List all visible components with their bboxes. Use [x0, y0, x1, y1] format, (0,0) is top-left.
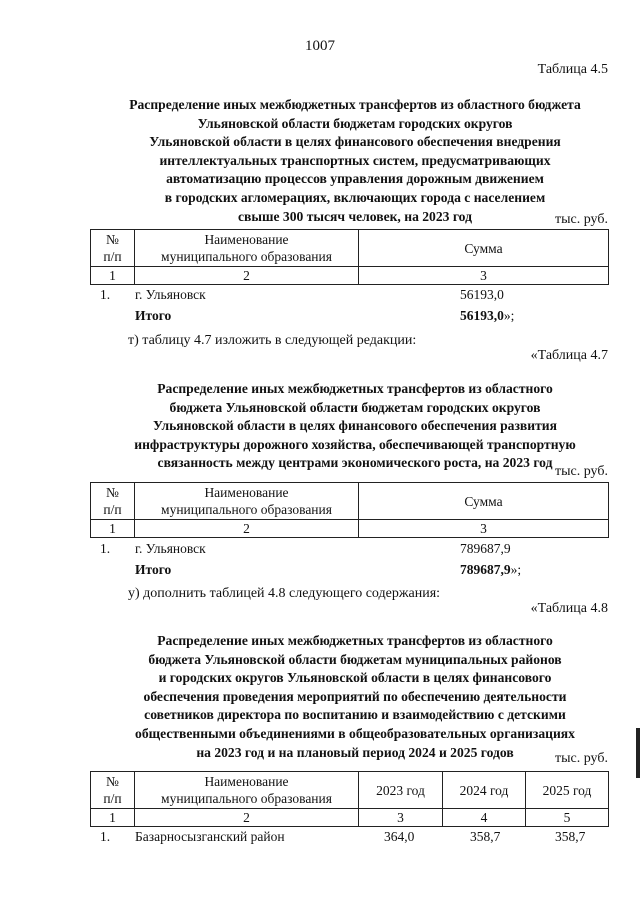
title-line: автоматизацию процессов управления дорожным движением	[166, 171, 544, 187]
header-name-line2: муниципального образования	[161, 249, 332, 264]
row-2024: 358,7	[470, 829, 501, 844]
col-number: 3	[359, 520, 609, 538]
total-sum	[460, 562, 521, 578]
title-line: на 2023 год и на плановый период 2024 и 2025 годов	[196, 744, 514, 760]
total-label: Итого	[135, 562, 172, 577]
row-2023: 364,0	[384, 829, 415, 844]
title-line: Распределение иных межбюджетных трансфертов из областного	[157, 633, 553, 648]
header-num	[91, 483, 135, 520]
title-line: связанность между центрами экономического роста, на 2023 год	[157, 455, 553, 471]
col-number: 1	[91, 809, 135, 827]
header-num	[91, 772, 135, 809]
title-line: советников директора по воспитанию и взаимодействию с детскими	[144, 707, 566, 723]
table-4-5-header	[90, 229, 609, 285]
header-name-line1: Наименование	[204, 774, 289, 789]
title-line: бюджета Ульяновской области бюджетам муниципальных районов	[148, 651, 562, 667]
unit-label: тыс. руб.	[555, 212, 608, 227]
title-line: в городских агломерациях, включающих города с населением	[164, 189, 546, 205]
header-name-line2: муниципального образования	[161, 502, 332, 517]
header-name	[135, 230, 359, 267]
header-name-line2: муниципального образования	[161, 791, 332, 806]
col-number: 5	[526, 809, 609, 827]
header-2024: 2024 год	[443, 772, 526, 809]
total-suffix: »;	[510, 562, 522, 577]
row-num: 1.	[100, 541, 111, 556]
scan-edge-mark	[636, 728, 640, 778]
title-line: Ульяновской области в целях финансового обеспечения внедрения	[149, 134, 561, 150]
row-sum: 789687,9	[460, 541, 511, 556]
table-4-8-label: «Таблица 4.8	[530, 601, 608, 616]
total-label: Итого	[135, 308, 172, 323]
title-line: Ульяновской области бюджетам городских округов	[197, 115, 513, 131]
title-line: инфраструктуры дорожного хозяйства, обеспечивающей транспортную	[134, 436, 576, 452]
table-4-7-title	[90, 380, 620, 473]
table-4-8-title	[90, 632, 620, 762]
title-line: свыше 300 тысяч человек, на 2023 год	[238, 208, 472, 224]
header-num	[91, 230, 135, 267]
title-line: и городских округов Ульяновской области в целях финансового	[158, 670, 552, 686]
header-name-line1: Наименование	[204, 232, 289, 247]
paragraph-u: у) дополнить таблицей 4.8 следующего содержания:	[128, 586, 441, 601]
col-number: 2	[135, 520, 359, 538]
row-num: 1.	[100, 287, 111, 302]
header-num-line1: №	[106, 774, 119, 789]
table-4-5-title	[90, 96, 620, 226]
header-2023: 2023 год	[359, 772, 443, 809]
header-num-line2: п/п	[103, 791, 122, 806]
row-num: 1.	[100, 829, 111, 844]
paragraph-t: т) таблицу 4.7 изложить в следующей редакции:	[128, 333, 417, 348]
col-number: 2	[135, 809, 359, 827]
table-4-8-header	[90, 771, 609, 827]
header-name	[135, 772, 359, 809]
col-number: 4	[443, 809, 526, 827]
row-name: г. Ульяновск	[135, 541, 206, 556]
page-number: 1007	[305, 38, 335, 54]
row-name: Базарносызганский район	[135, 829, 285, 844]
col-number: 1	[91, 267, 135, 285]
header-sum: Сумма	[359, 483, 609, 520]
col-number: 3	[359, 809, 443, 827]
title-line: обеспечения проведения мероприятий по обеспечению деятельности	[143, 688, 567, 704]
row-sum: 56193,0	[460, 287, 504, 302]
title-line: Ульяновской области в целях финансового обеспечения развития	[153, 418, 557, 434]
table-4-7-label: «Таблица 4.7	[530, 348, 608, 363]
row-2025: 358,7	[555, 829, 586, 844]
header-name-line1: Наименование	[204, 485, 289, 500]
table-4-7-header	[90, 482, 609, 538]
col-number: 1	[91, 520, 135, 538]
header-num-line1: №	[106, 485, 119, 500]
col-number: 3	[359, 267, 609, 285]
col-number: 2	[135, 267, 359, 285]
total-sum	[460, 308, 514, 324]
row-name: г. Ульяновск	[135, 287, 206, 302]
title-line: Распределение иных межбюджетных трансфертов из областного	[157, 381, 553, 396]
title-line: интеллектуальных транспортных систем, предусматривающих	[159, 152, 551, 168]
table-4-5-label: Таблица 4.5	[537, 62, 608, 77]
total-sum-value: 789687,9	[460, 562, 511, 577]
unit-label: тыс. руб.	[555, 464, 608, 479]
title-line: общественными объединениями в общеобразовательных организациях	[135, 725, 575, 741]
total-sum-value: 56193,0	[460, 308, 504, 323]
header-num-line2: п/п	[103, 502, 122, 517]
total-suffix: »;	[503, 308, 515, 323]
header-sum: Сумма	[359, 230, 609, 267]
header-2025: 2025 год	[526, 772, 609, 809]
header-num-line1: №	[106, 232, 119, 247]
header-num-line2: п/п	[103, 249, 122, 264]
title-line: Распределение иных межбюджетных трансфертов из областного бюджета	[129, 97, 581, 112]
header-name	[135, 483, 359, 520]
title-line: бюджета Ульяновской области бюджетам городских округов	[169, 399, 541, 415]
unit-label: тыс. руб.	[555, 751, 608, 766]
